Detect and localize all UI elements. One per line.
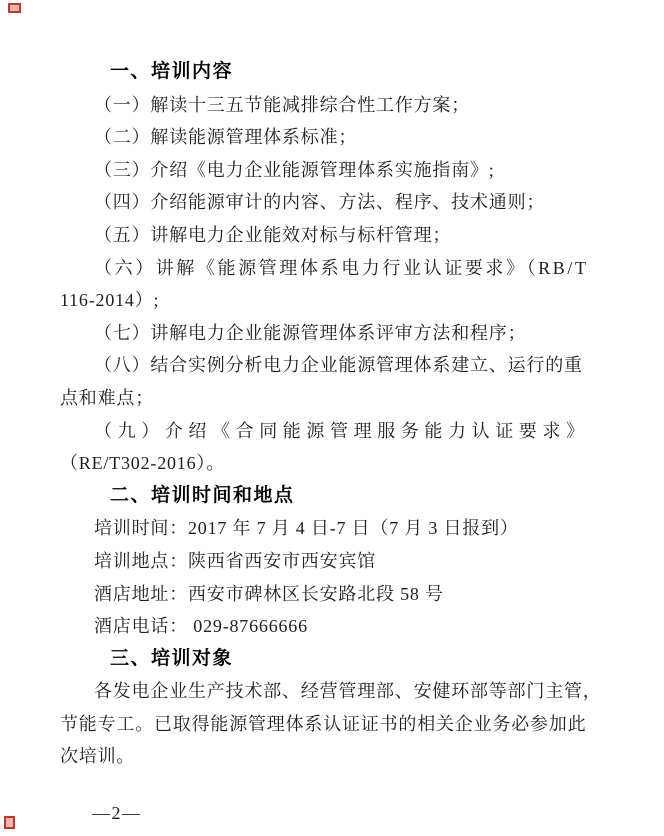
text-line: （四）介绍能源审计的内容、方法、程序、技术通则； (94, 192, 546, 213)
text-line: （二）解读能源管理体系标准； (94, 127, 358, 148)
text-line: （八）结合实例分析电力企业能源管理体系建立、运行的重 (94, 355, 583, 376)
text-line: 培训地点：陕西省西安市西安宾馆 (94, 550, 376, 571)
text-line: 酒店地址：西安市碑林区长安路北段 58 号 (94, 583, 444, 604)
text-line: （七）讲解电力企业能源管理体系评审方法和程序； (94, 322, 527, 343)
red-artifact-mark-top (8, 3, 21, 13)
text-line: （九）介绍《合同能源管理服务能力认证要求》 (94, 420, 590, 441)
section-heading: 二、培训时间和地点 (110, 484, 295, 506)
text-line: 节能专工。已取得能源管理体系认证证书的相关企业务必参加此 (60, 713, 587, 734)
page-number: —2— (92, 803, 142, 823)
section-heading: 三、培训对象 (110, 647, 234, 669)
text-line: 各发电企业生产技术部、经营管理部、安健环部等部门主管， (94, 681, 602, 702)
document-body (60, 56, 608, 773)
text-line: 点和难点； (60, 387, 154, 408)
text-line: 培训时间：2017 年 7 月 4 日-7 日（7 月 3 日报到） (94, 518, 519, 539)
text-line: （六）讲解《能源管理体系电力行业认证要求》（RB/T (94, 257, 589, 278)
text-line: 次培训。 (60, 746, 136, 767)
text-line: 酒店电话： 029-87666666 (94, 616, 308, 637)
text-line: （RE/T302-2016）。 (60, 453, 225, 474)
text-line: （五）讲解电力企业能效对标与标杆管理； (94, 224, 452, 245)
section-heading: 一、培训内容 (110, 61, 234, 82)
text-line: （三）介绍《电力企业能源管理体系实施指南》; (94, 159, 495, 180)
text-line: （一）解读十三五节能减排综合性工作方案； (94, 94, 470, 115)
text-line: 116-2014）; (60, 290, 160, 311)
red-artifact-mark-bottom (4, 816, 15, 829)
